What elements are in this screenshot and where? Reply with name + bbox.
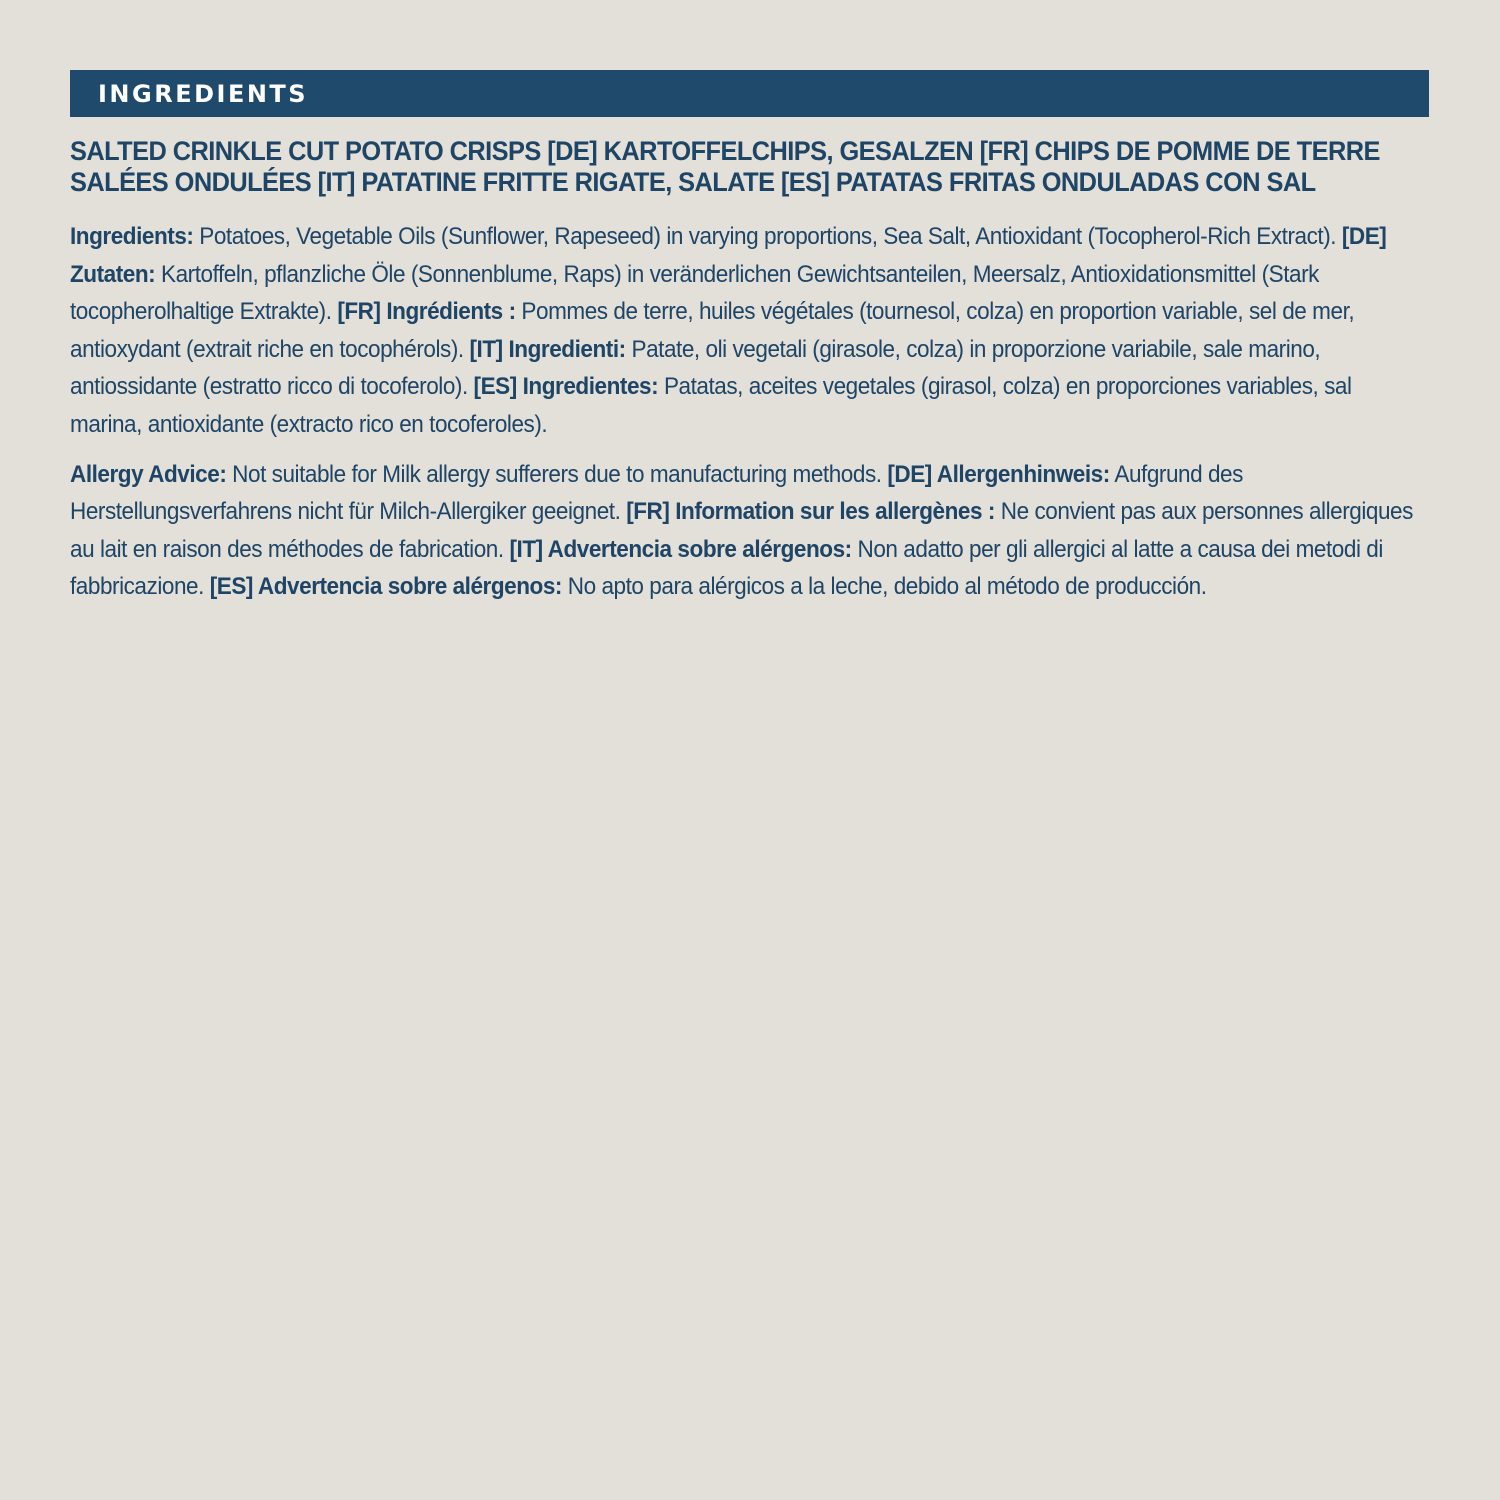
- allergy-label-en: Allergy Advice:: [70, 460, 227, 488]
- ingredients-text-en: Potatoes, Vegetable Oils (Sunflower, Rapeseed) in varying proportions, Sea Salt, Antioxidant (Tocopherol-Rich Extract).: [193, 223, 1342, 250]
- allergy-label-it: [IT] Advertencia sobre alérgenos:: [509, 535, 852, 563]
- ingredients-label-it: [IT] Ingredienti:: [469, 335, 626, 363]
- allergy-text-es: No apto para alérgicos a la leche, debido al método de producción.: [561, 573, 1207, 601]
- section-header-bar: [70, 70, 1429, 117]
- ingredients-label-es: [ES] Ingredientes:: [473, 373, 659, 401]
- ingredients-text-de: Kartoffeln, pflanzliche Öle (Sonnenblume, Raps) in veränderlichen Gewichtsanteilen, Meersalz, Antioxidationsmittel (Stark tocopherolhaltige Extrakte).: [70, 260, 1319, 326]
- ingredients-panel: [70, 70, 1429, 606]
- ingredients-label-fr: [FR] Ingrédients :: [337, 298, 516, 326]
- product-name: [70, 136, 1424, 198]
- ingredients-text-es: Patatas, aceites vegetales (girasol, colza) en proporciones variables, sal marina, antioxidante (extracto rico en tocoferoles).: [70, 373, 1352, 438]
- allergy-label-es: [ES] Advertencia sobre alérgenos:: [209, 573, 562, 601]
- allergy-text-de: Aufgrund des Herstellungsverfahrens nicht für Milch-Allergiker geeignet.: [70, 460, 1243, 526]
- product-name-line-2: SALÉES ONDULÉES [IT] PATATINE FRITTE RIGATE, SALATE [ES] PATATAS FRITAS ONDULADAS CON SAL: [70, 167, 1316, 197]
- ingredients-paragraph: [70, 218, 1427, 444]
- allergy-text-en: Not suitable for Milk allergy sufferers due to manufacturing methods.: [226, 460, 888, 488]
- product-name-line-1: SALTED CRINKLE CUT POTATO CRISPS [DE] KARTOFFELCHIPS, GESALZEN [FR] CHIPS DE POMME DE TERRE: [70, 136, 1380, 166]
- ingredients-text-it: Patate, oli vegetali (girasole, colza) in proporzione variabile, sale marino, antiossidante (estratto ricco di tocoferolo).: [70, 335, 1321, 401]
- ingredients-label-de: [DE] Zutaten:: [70, 223, 1387, 288]
- ingredients-label-en: Ingredients:: [70, 223, 194, 250]
- allergy-label-de: [DE] Allergenhinweis:: [887, 460, 1110, 488]
- allergy-label-fr: [FR] Information sur les allergènes :: [626, 498, 995, 526]
- allergy-text-it: Non adatto per gli allergici al latte a causa dei metodi di fabbricazione.: [70, 535, 1383, 601]
- ingredients-text-fr: Pommes de terre, huiles végétales (tournesol, colza) en proportion variable, sel de mer, antioxydant (extrait riche en tocophérols).: [70, 298, 1355, 363]
- allergy-paragraph: [70, 456, 1427, 606]
- section-title: INGREDIENTS: [98, 79, 309, 108]
- allergy-text-fr: Ne convient pas aux personnes allergiques au lait en raison des méthodes de fabrication.: [70, 498, 1413, 563]
